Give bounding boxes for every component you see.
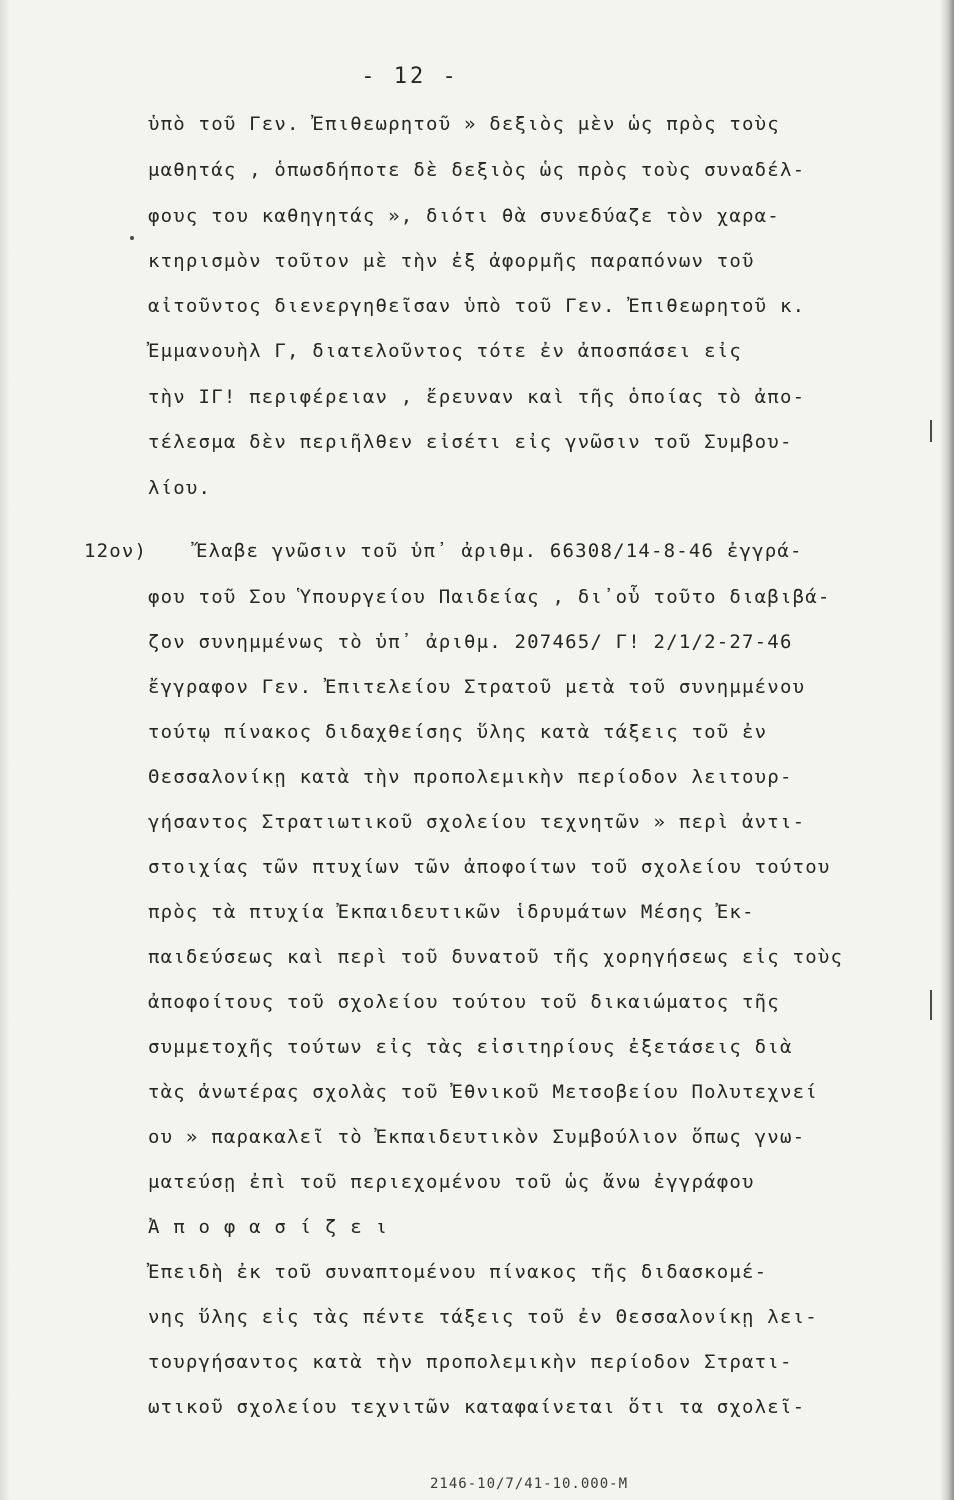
text-line: παιδεύσεως καὶ περὶ τοῦ δυνατοῦ τῆς χορηγήσεως εἰς τοὺς xyxy=(148,946,844,968)
scan-edge-left xyxy=(0,0,10,1500)
text-line: ἀποφοίτους τοῦ σχολείου τούτου τοῦ δικαιώματος τῆς xyxy=(148,991,780,1013)
ink-dot xyxy=(130,236,134,240)
text-line: ἔγγραφον Γεν. Ἐπιτελείου Στρατοῦ μετὰ τοῦ συνημμένου xyxy=(148,676,806,698)
text-line: λίου. xyxy=(148,477,212,499)
text-line: Ἔλαβε γνῶσιν τοῦ ὑπ᾽ ἀριθμ. 66308/14-8-46 ἐγγρά- xyxy=(196,540,803,562)
text-line: πρὸς τὰ πτυχία Ἐκπαιδευτικῶν ἱδρυμάτων Μέσης Ἐκ- xyxy=(148,901,755,923)
text-line: ὑπὸ τοῦ Γεν. Ἐπιθεωρητοῦ » δεξιὸς μὲν ὡς πρὸς τοὺς xyxy=(148,113,780,135)
footer-stamp: 2146-10/7/41-10.000-M xyxy=(430,1476,629,1492)
text-line: αἰτοῦντος διενεργηθεῖσαν ὑπὸ τοῦ Γεν. Ἐπιθεωρητοῦ κ. xyxy=(148,295,806,317)
text-line: τούτῳ πίνακος διδαχθείσης ὕλης κατὰ τάξεις τοῦ ἐν xyxy=(148,721,768,743)
scan-edge-right xyxy=(940,0,954,1500)
text-line: ωτικοῦ σχολείου τεχνιτῶν καταφαίνεται ὅτι τα σχολεῖ- xyxy=(148,1396,806,1418)
text-line: νης ὕλης εἰς τὰς πέντε τάξεις τοῦ ἐν Θεσσαλονίκῃ λει- xyxy=(148,1306,818,1328)
text-line: ου » παρακαλεῖ τὸ Ἐκπαιδευτικὸν Συμβούλιον ὅπως γνω- xyxy=(148,1126,806,1148)
text-line: συμμετοχῆς τούτων εἰς τὰς εἰσιτηρίους ἐξετάσεις διὰ xyxy=(148,1036,793,1058)
text-line: τὰς ἀνωτέρας σχολὰς τοῦ Ἐθνικοῦ Μετσοβείου Πολυτεχνεί xyxy=(148,1081,818,1103)
margin-mark xyxy=(930,420,932,442)
text-line: τὴν ΙΓ! περιφέρειαν , ἔρευναν καὶ τῆς ὁποίας τὸ ἀπο- xyxy=(148,386,806,408)
text-line: φους του καθηγητάς », διότι θὰ συνεδύαζε τὸν χαρα- xyxy=(148,205,780,227)
page-number: - 12 - xyxy=(361,64,459,89)
margin-mark xyxy=(930,990,932,1020)
text-line: Ἐπειδὴ ἐκ τοῦ συναπτομένου πίνακος τῆς διδασκομέ- xyxy=(148,1261,768,1283)
text-line: ματεύσῃ ἐπὶ τοῦ περιεχομένου τοῦ ὡς ἄνω ἐγγράφου xyxy=(148,1171,755,1193)
text-line: κτηρισμὸν τοῦτον μὲ τὴν ἐξ ἀφορμῆς παραπόνων τοῦ xyxy=(148,250,755,272)
text-line: τουργήσαντος κατὰ τὴν προπολεμικὴν περίοδον Στρατι- xyxy=(148,1351,793,1373)
text-line: μαθητάς , ὁπωσδήποτε δὲ δεξιὸς ὡς πρὸς τοὺς συναδέλ- xyxy=(148,159,806,181)
paragraph-number: 12ον) xyxy=(84,540,148,562)
section-heading: Ἀ π ο φ α σ ί ζ ε ι xyxy=(148,1216,389,1238)
text-line: στοιχίας τῶν πτυχίων τῶν ἀποφοίτων τοῦ σχολείου τούτου xyxy=(148,856,831,878)
text-line: ζον συνημμένως τὸ ὑπ᾽ ἀριθμ. 207465/ Γ! 2/1/2-27-46 xyxy=(148,631,793,653)
text-line: Ἐμμανουὴλ Γ, διατελοῦντος τότε ἐν ἀποσπάσει εἰς xyxy=(148,340,743,362)
text-line: Θεσσαλονίκῃ κατὰ τὴν προπολεμικὴν περίοδον λειτουρ- xyxy=(148,766,793,788)
text-line: τέλεσμα δὲν περιῆλθεν εἰσέτι εἰς γνῶσιν τοῦ Συμβου- xyxy=(148,431,793,453)
text-line: γήσαντος Στρατιωτικοῦ σχολείου τεχνητῶν » περὶ ἀντι- xyxy=(148,811,806,833)
text-line: φου τοῦ Σου Ὑπουργείου Παιδείας , δι᾽οὗ τοῦτο διαβιβά- xyxy=(148,586,831,608)
